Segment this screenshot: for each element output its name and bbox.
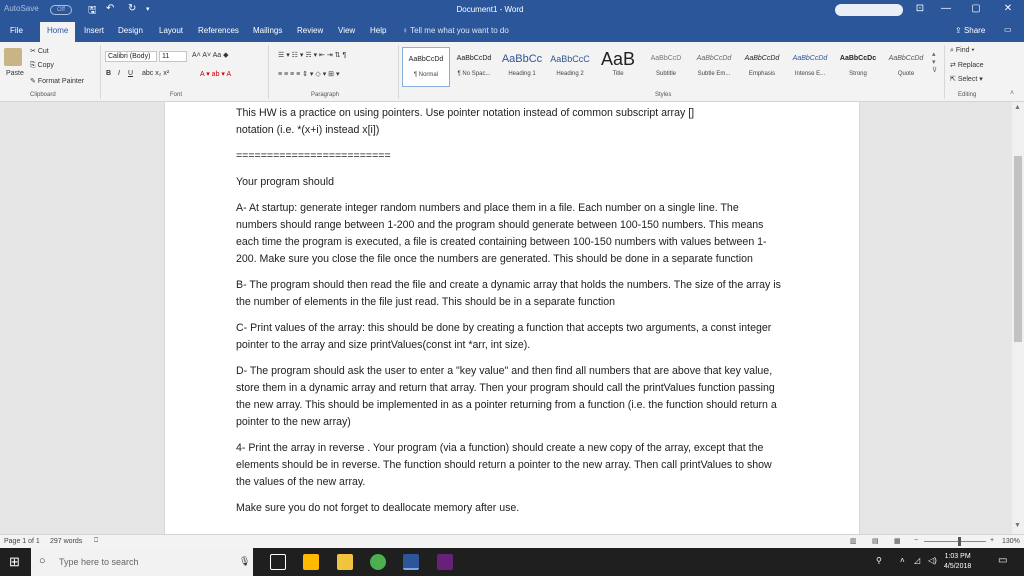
tab-mailings[interactable]: Mailings bbox=[253, 26, 283, 35]
paragraph-group-label: Paragraph bbox=[311, 92, 340, 98]
word-taskbar-icon[interactable] bbox=[403, 554, 419, 570]
style-subtle-emphasis[interactable] bbox=[690, 47, 738, 87]
style-preview: AaBbCcDd bbox=[696, 55, 732, 62]
styles-more-icon[interactable]: ▴ ▾ ⊽ bbox=[932, 51, 938, 74]
tab-help[interactable]: Help bbox=[370, 26, 387, 35]
action-center-icon[interactable]: ▭ bbox=[998, 555, 1008, 566]
replace-icon: ⇄ bbox=[950, 62, 958, 69]
style-name: Heading 2 bbox=[556, 71, 584, 77]
share-button[interactable] bbox=[955, 26, 985, 35]
tab-review[interactable]: Review bbox=[297, 26, 324, 35]
ribbon-home bbox=[0, 42, 1024, 102]
taskbar-clock[interactable] bbox=[944, 552, 971, 572]
cut-label: Cut bbox=[37, 48, 49, 55]
style-name: Title bbox=[612, 71, 624, 77]
page-count[interactable]: Page 1 of 1 bbox=[4, 538, 40, 545]
share-label: Share bbox=[963, 26, 986, 35]
item-a-paragraph: A- At startup: generate integer random numbers and place them in a file. Each number on a single line. The numbers should range between 1-200 and the program should generate between 100-150 numbers. This means each time the program is executed, a file is created containing between 100-150 numbers with values between 1-200. Make sure you close the file once the numbers are generated. This should be done in a separate function bbox=[236, 202, 767, 265]
customize-qat-icon[interactable]: ▾ bbox=[146, 6, 150, 13]
chrome-icon[interactable] bbox=[370, 554, 386, 570]
format-painter-button[interactable] bbox=[30, 77, 84, 85]
file-explorer-icon[interactable] bbox=[337, 554, 353, 570]
visual-studio-icon[interactable] bbox=[437, 554, 453, 570]
save-icon[interactable]: 🖫 bbox=[88, 5, 97, 16]
share-icon: ⇪ bbox=[955, 26, 964, 35]
redo-icon[interactable]: ↻ bbox=[128, 3, 137, 14]
paste-icon[interactable] bbox=[4, 48, 22, 66]
font-color-button[interactable]: A ▾ ab ▾ A bbox=[200, 71, 232, 78]
taskbar-search-placeholder: Type here to search bbox=[59, 557, 139, 567]
bullets-icon[interactable]: ☰ ▾ ☷ ▾ ☴ ▾ ⇤ ⇥ ⇅ ¶ bbox=[278, 52, 347, 59]
zoom-slider-thumb[interactable] bbox=[958, 537, 961, 546]
separator bbox=[944, 45, 945, 99]
style-preview: AaBbCcC bbox=[550, 54, 590, 64]
item-d-paragraph: D- The program should ask the user to enter a "key value" and then find all numbers that are above that key value, store them in a dynamic array and return that array. Then your program should call the printValues function passing the new array. This should be implemented in as a pointer returning from a function (i.e. the function should return a pointer to the new array) bbox=[236, 365, 777, 428]
closing-paragraph: Make sure you do not forget to deallocate memory after use. bbox=[236, 502, 520, 514]
style-intense-emphasis[interactable] bbox=[786, 47, 834, 87]
tell-me-text: Tell me what you want to do bbox=[410, 26, 509, 35]
microphone-icon[interactable]: 🎙 bbox=[239, 556, 251, 566]
comments-icon[interactable]: ▭ bbox=[1004, 25, 1012, 34]
clipboard-group-label: Clipboard bbox=[30, 92, 56, 98]
program-should-heading: Your program should bbox=[236, 176, 334, 188]
style-strong[interactable] bbox=[834, 47, 882, 87]
task-view-icon[interactable] bbox=[270, 554, 286, 570]
item-c-paragraph: C- Print values of the array: this should be done by creating a function that accepts two arguments, a const integer pointer to the array and size printValues(const int *arr, int size). bbox=[236, 322, 772, 351]
volume-icon[interactable]: ◁) bbox=[928, 556, 937, 565]
style-preview: AaBbCcDd bbox=[888, 55, 924, 62]
strikethrough-button[interactable]: abc x₂ x² bbox=[142, 70, 170, 77]
zoom-out-icon[interactable]: − bbox=[914, 537, 919, 544]
separator bbox=[398, 45, 399, 99]
style-name: Subtitle bbox=[655, 71, 676, 77]
tray-expand-icon[interactable]: ˄ bbox=[900, 556, 905, 565]
copy-icon: ⎘ bbox=[30, 62, 38, 69]
zoom-in-icon[interactable]: + bbox=[990, 537, 995, 544]
style-name: Strong bbox=[849, 71, 867, 77]
clock-time: 1:03 PM bbox=[944, 553, 971, 560]
proofing-icon[interactable]: ⎕ bbox=[94, 537, 99, 544]
style-name: ¶ Normal bbox=[413, 72, 439, 78]
clock-date: 4/5/2018 bbox=[944, 563, 972, 570]
cut-button[interactable] bbox=[30, 47, 49, 55]
style-name: Emphasis bbox=[748, 71, 776, 77]
tab-design[interactable]: Design bbox=[118, 26, 143, 35]
font-family-select[interactable]: Calibri (Body) bbox=[105, 51, 157, 62]
tab-view[interactable]: View bbox=[338, 26, 356, 35]
style-preview: AaBbCcDd bbox=[456, 55, 492, 62]
autosave-label: AutoSave bbox=[4, 4, 39, 13]
separator bbox=[100, 45, 101, 99]
style-name: Quote bbox=[897, 71, 915, 77]
format-painter-label: Format Painter bbox=[37, 78, 85, 85]
style-name: Intense E... bbox=[794, 71, 826, 77]
store-icon[interactable] bbox=[303, 554, 319, 570]
styles-group-label: Styles bbox=[655, 92, 672, 98]
style-name: Subtle Em... bbox=[697, 71, 731, 77]
tab-references[interactable]: References bbox=[198, 26, 239, 35]
scissors-icon: ✂ bbox=[30, 48, 38, 55]
word-count[interactable]: 297 words bbox=[50, 538, 83, 545]
scroll-up-icon[interactable]: ▲ bbox=[1014, 104, 1021, 111]
style-preview: AaBbCcD bbox=[650, 55, 682, 62]
status-bar bbox=[0, 534, 1024, 548]
ribbon-tabs bbox=[0, 20, 1024, 42]
style-preview: AaBbCc bbox=[501, 53, 543, 65]
style-name: ¶ No Spac... bbox=[457, 71, 491, 77]
search-icon: ⌕ bbox=[950, 47, 956, 54]
bold-button[interactable]: B bbox=[106, 70, 112, 77]
find-label: Find bbox=[955, 47, 970, 54]
maximize-button[interactable]: ▢ bbox=[971, 3, 981, 14]
cursor-icon: ⇱ bbox=[950, 76, 958, 83]
minimize-button[interactable]: — bbox=[941, 3, 951, 14]
separator bbox=[268, 45, 269, 99]
grow-font-icon[interactable]: A˄ A˅ Aa ◆ bbox=[192, 52, 229, 59]
tab-layout[interactable]: Layout bbox=[159, 26, 184, 35]
underline-button[interactable]: U bbox=[128, 70, 134, 77]
style-preview: AaB bbox=[600, 49, 636, 69]
collapse-ribbon-icon[interactable]: ˄ bbox=[1010, 90, 1015, 97]
autosave-toggle[interactable]: Off bbox=[50, 5, 72, 15]
style-preview: AaBbCcDd bbox=[744, 55, 780, 62]
read-mode-icon[interactable]: ▥ bbox=[850, 538, 857, 545]
close-button[interactable]: ✕ bbox=[1003, 3, 1013, 14]
intro-line-1: This HW is a practice on using pointers. Use pointer notation instead of common subscript array [] bbox=[236, 107, 695, 119]
windows-start-icon[interactable]: ⊞ bbox=[9, 554, 20, 569]
cortana-circle-icon: ○ bbox=[39, 555, 46, 567]
select-button[interactable]: ⇱ Select ▾ bbox=[950, 76, 983, 83]
scroll-down-icon[interactable]: ▼ bbox=[1014, 522, 1021, 529]
tab-file[interactable]: File bbox=[10, 26, 23, 35]
zoom-slider[interactable] bbox=[924, 541, 986, 542]
style-subtitle[interactable] bbox=[642, 47, 690, 87]
brush-icon: ✎ bbox=[30, 78, 38, 85]
style-preview: AaBbCcDd bbox=[408, 56, 444, 63]
style-emphasis[interactable] bbox=[738, 47, 786, 87]
windows-taskbar bbox=[0, 548, 1024, 576]
web-layout-icon[interactable]: ▦ bbox=[894, 538, 901, 545]
zoom-level[interactable]: 130% bbox=[1002, 538, 1020, 545]
italic-button[interactable]: I bbox=[118, 70, 120, 77]
style-preview: AaBbCcDd bbox=[792, 55, 828, 62]
intro-line-2: notation (i.e. *(x+i) instead x[i]) bbox=[236, 124, 380, 136]
undo-icon[interactable]: ↶ bbox=[106, 3, 115, 14]
style-no-spacing[interactable] bbox=[450, 47, 498, 87]
print-layout-icon[interactable]: ▤ bbox=[872, 538, 879, 545]
paste-button[interactable]: Paste bbox=[6, 70, 24, 77]
taskbar-search-box[interactable] bbox=[31, 548, 253, 576]
item-b-paragraph: B- The program should then read the file and create a dynamic array that holds the numbers. The size of the array is the number of elements in the file just read. This should be in a separate function bbox=[236, 279, 781, 308]
style-normal[interactable] bbox=[402, 47, 450, 87]
title-bar bbox=[0, 0, 1024, 20]
style-name: Heading 1 bbox=[508, 71, 536, 77]
font-group-label: Font bbox=[170, 92, 183, 98]
replace-label: Replace bbox=[957, 62, 984, 69]
intro-paragraph bbox=[236, 105, 782, 139]
tab-home[interactable]: Home bbox=[40, 22, 75, 42]
account-pill[interactable] bbox=[835, 4, 903, 16]
document-body[interactable] bbox=[236, 105, 782, 526]
item-4-paragraph: 4- Print the array in reverse . Your program (via a function) should create a new copy of the array, except that the elements should be in reverse. The function should return a pointer to the new array. Then call printValues to show the values of the new array. bbox=[236, 442, 772, 488]
align-left-icon[interactable]: ≡ ≡ ≡ ≡ ⇕ ▾ ◇ ▾ ⊞ ▾ bbox=[278, 71, 340, 78]
tab-insert[interactable]: Insert bbox=[84, 26, 105, 35]
replace-button[interactable] bbox=[950, 61, 984, 69]
network-icon[interactable]: ◿ bbox=[914, 556, 921, 565]
people-icon[interactable]: ⚲ bbox=[876, 556, 882, 565]
style-quote[interactable] bbox=[882, 47, 930, 87]
document-area bbox=[0, 102, 1012, 534]
style-title[interactable] bbox=[594, 47, 642, 87]
lightbulb-icon: ♀ bbox=[402, 26, 411, 35]
font-size-select[interactable]: 11 bbox=[159, 51, 187, 62]
copy-button[interactable] bbox=[30, 62, 54, 70]
find-button[interactable]: ⌕ Find ▾ bbox=[950, 47, 975, 54]
select-label: Select bbox=[957, 76, 978, 83]
style-preview: AaBbCcDc bbox=[839, 55, 877, 62]
tell-me-search[interactable] bbox=[402, 26, 509, 35]
scrollbar-thumb[interactable] bbox=[1014, 156, 1022, 342]
document-page[interactable] bbox=[165, 102, 859, 534]
window-title: Document1 - Word bbox=[456, 5, 524, 14]
vertical-scrollbar[interactable] bbox=[1012, 102, 1024, 534]
ribbon-display-icon[interactable]: ⊡ bbox=[915, 3, 925, 14]
editing-group-label: Editing bbox=[958, 92, 977, 98]
style-heading-2[interactable] bbox=[546, 47, 594, 87]
copy-label: Copy bbox=[37, 62, 54, 69]
separator-line: ========================= bbox=[236, 150, 391, 162]
style-heading-1[interactable] bbox=[498, 47, 546, 87]
